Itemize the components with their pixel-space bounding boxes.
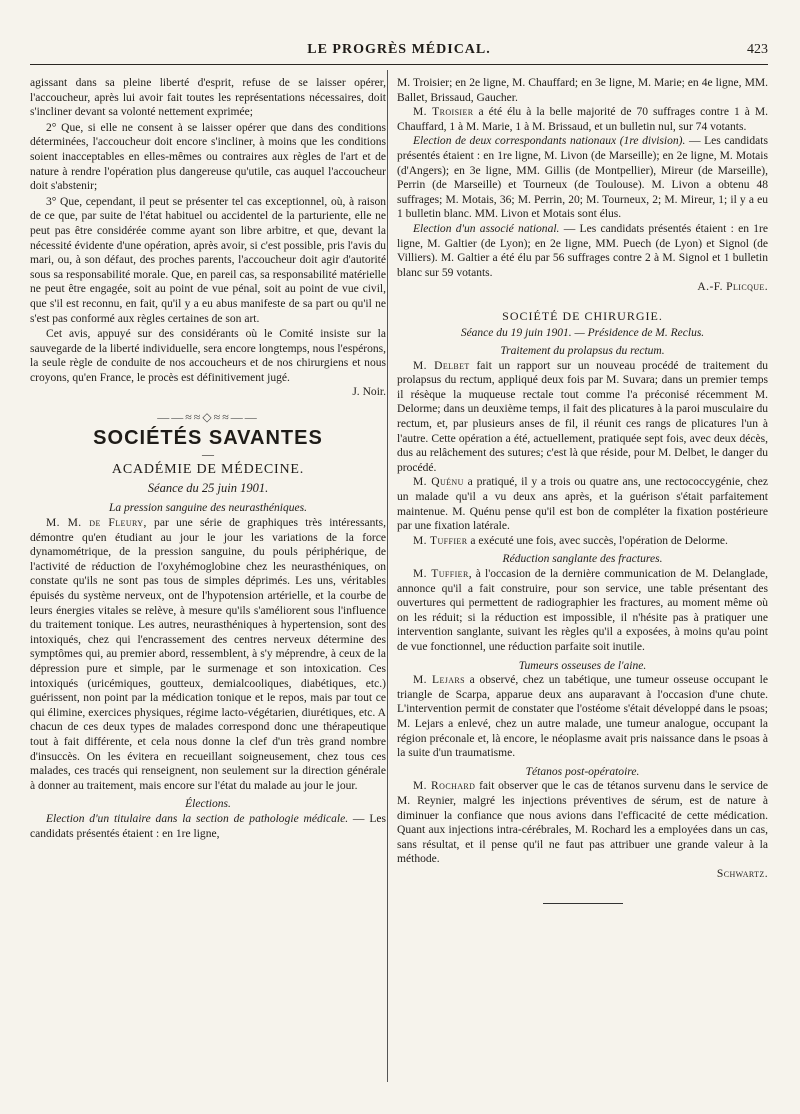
left-column	[30, 76, 386, 841]
speaker-name: M. Delbet	[413, 359, 470, 372]
society-heading: SOCIÉTÉ DE CHIRURGIE.	[502, 308, 663, 323]
paragraph: Cet avis, appuyé sur des considérants où le Comité insiste sur la sauvegarde de la liberté individuelle, sera encore longtemps, nous l'espérons, la seule règle de conduite de nos accoucheurs et de nos chirurgiens et nous croyons, qu'en France, le procès est définitivement jugé.	[30, 328, 386, 384]
page-number: 423	[747, 42, 768, 57]
paragraph-text: fait observer que le cas de tétanos survenu dans le service de M. Reynier, malgré les injections préventives de sérum, est de nature à diminuer la confiance que nous avions dans l'efficacité de cette médication. Quant aux injections intra-cérébrales, M. Rochard les a employées dans un cas, sans résultat, et il pense qu'il ne faut pas attribuer une grande valeur à la méthode.	[397, 780, 768, 866]
page-header	[30, 42, 768, 65]
speaker-name: M. M. de Fleury,	[46, 517, 147, 530]
election-lead: Election de deux correspondants nationaux (1re division).	[413, 135, 686, 148]
topic-heading: Réduction sanglante des fractures.	[502, 553, 663, 566]
paragraph: 2° Que, si elle ne consent à se laisser opérer que dans des conditions déterminées, l'accoucheur doit encore s'incliner, à moins que les conditions soient inacceptables en elles-mêmes ou contraires aux règles de l'art et de nature à rendre l'opération plus dangereuse qu'utile, cas auquel l'accoucheur doit s'abstenir;	[30, 121, 386, 193]
title-dash: —	[202, 447, 214, 462]
column-divider	[387, 70, 388, 1082]
session-date-text: Séance du 25 juin 1901.	[147, 480, 269, 495]
paragraph-text: a pratiqué, il y a trois ou quatre ans, une rectococcygénie, chez un malade qu'il a vu deux ans après, et la guérison s'était parfaitement maintenue. M. Quénu pense qu'il est bon de compléter la fixation postérieure par une fixation latérale.	[397, 476, 768, 533]
speaker-name: M. Rochard	[413, 780, 476, 793]
paragraph	[397, 359, 768, 476]
paragraph-text: par une série de graphiques très intéressants, démontre qu'en étudiant au jour le jour les variations de la force dynamométrique, de la pression sanguine, du pouls périphérique, de l'activité de réduction de l'oxyhémoglobine chez les neurasthéniques, on constate qu'ils ne sont pas tous de simples déprimés. Les uns, véritables épuisés du système nerveux, ont de l'hypotension artérielle, et la courbe de leurs énergies vitales se relève, à mesure qu'ils s'améliorent sous l'influence du traitement tonique. Les autres, neurasthéniques à hypertension, sont des intoxiqués, chez qui l'encrassement des centres nerveux détermine des symptômes qui, au premier abord, ressemblent, à s'y méprendre, à ceux de la dépression pure et simple, par le surmenage et son intoxication. Ces intoxiqués (uricémiques, goutteux, demialcooliques, diabétiques, etc.) guérissent, non point par la médication tonique et le repos, mais par tout ce qui élimine, exercices physiques, régime lacto-végétarien, diurétiques, etc. A chacun de ces deux types de malades correspond donc une thérapeutique tout à fait différente, et cela nous donne la clef d'un très grand nombre d'insuccès. On les évitera en recueillant soigneusement, chez tous ces malades, ces tracés qui renseignent, non seulement sur la direction générale à donner au traitement, mais encore sur l'état du malade au jour le jour.	[30, 517, 386, 792]
author-signature	[397, 867, 768, 882]
right-column	[397, 76, 768, 904]
paragraph: agissant dans sa pleine liberté d'esprit, refuse de se laisser opérer, l'accoucheur, après lui avoir fait toutes les représentations nécessaires, doit s'incliner devant sa volonté nettement exprimée;	[30, 77, 386, 119]
topic-heading: Tétanos post-opératoire.	[525, 765, 640, 778]
paragraph: M. Troisier; en 2e ligne, M. Chauffard; en 3e ligne, M. Marie; en 4e ligne, MM. Ballet, Brissaud, Gaucher.	[397, 77, 768, 104]
paragraph	[397, 673, 768, 761]
paragraph-text: a observé, chez un tabétique, une tumeur osseuse occupant le triangle de Scarpa, apparue deux ans auparavant à l'occasion d'une chute. L'intervention permit de constater que l'ostéome s'était développé dans le psoas; M. Lejars a enlevé, chez un autre malade, une tumeur analogue, occupant la région préconale et, là encore, le néoplasme avait pris naissance dans le psoas à la suite d'un traumatisme.	[397, 674, 769, 760]
signature-text: Schwartz.	[716, 867, 768, 880]
election-lead: Election d'un titulaire dans la section de pathologie médicale.	[46, 812, 349, 825]
end-rule	[543, 903, 623, 904]
session-date	[397, 326, 768, 341]
speaker-name: M. Quénu	[413, 476, 464, 489]
paragraph	[397, 222, 768, 280]
section-title: SOCIÉTÉS SAVANTES	[93, 426, 323, 449]
speaker-name: M. Tuffier	[413, 568, 469, 580]
paragraph-text: fait un rapport sur un nouveau procédé de traitement du prolapsus du rectum, appliqué deux fois par M. Suvara; dans un premier temps il résèque la muqueuse rectale tout comme l'a préconisé récemment M. Delorme; dans un deuxième temps, il fait des plicatures à la paroi musculaire du rectum, et, par plusieurs anses de fil, il réunit ces rangs de plicatures l'un à l'autre. Cette opération a été, actuellement, pratiquée sept fois, avec deux décès, dus au relâchement des sutures; c'est là que réside, pour M. Delbet, le danger du procédé.	[397, 359, 768, 474]
speaker-name: M. Troisier	[413, 106, 474, 119]
paragraph	[30, 516, 386, 793]
author-signature	[397, 280, 768, 295]
session-date-text: Séance du 19 juin 1901. — Présidence de M. Reclus.	[460, 326, 705, 339]
speaker-name: M. Lejars	[413, 674, 466, 687]
ornament-divider: ——≈≈◇≈≈——	[157, 410, 259, 425]
topic-heading: Tumeurs osseuses de l'aine.	[518, 659, 647, 672]
paragraph: 3° Que, cependant, il peut se présenter tel cas exceptionnel, où, à raison de ce que, par suite de l'état habituel ou accidentel de la parturiente, elle ne peut pas être considérée comme ayant son libre arbitre, et que, devant la nécessité évidente d'une opération, après avoir, si c'est possible, pris l'avis du mari, ou, à son défaut, des proches parents, l'accoucheur doit agir d'autorité sous sa responsabilité morale. Que, en pareil cas, sa responsabilité matérielle ne peut être engagée, soit au point de vue pénal, soit au point de vue civil, que s'il est reconnu, en fait, qu'il y a eu abus manifeste de sa part ou qu'il ne s'est pas conformé aux règles certaines de son art.	[30, 195, 386, 325]
paragraph	[397, 567, 768, 655]
paragraph	[397, 779, 768, 867]
elections-heading: Élections.	[185, 798, 231, 811]
election-lead: Election d'un associé national.	[413, 222, 560, 235]
session-date	[30, 481, 386, 496]
paragraph-text: — Les candidats présentés étaient : en 1re ligne, M. Galtier (de Lyon); en 2e ligne, MM. Puech (de Lyon) et Signol (de Villiers). M. Galtier a été élu par 56 suffrages contre 2 à M. Signol et 1 bulletin blanc sur 59 votants.	[397, 222, 768, 279]
topic-heading: Traitement du prolapsus du rectum.	[500, 345, 665, 358]
speaker-name: M. Tuffier	[413, 534, 468, 547]
paragraph	[30, 812, 386, 841]
paragraph-text: , à l'occasion de la dernière communication de M. Delanglade, annonce qu'il a fait construire, pour son service, une table présentant des ouvertures qui permettent de radiographier les fractures, au moment même où on les réduit; si la réduction est impossible, il n'hésite pas à pratiquer une intervention sanglante, suivant les règles qu'il a exposées, à moins qu'au point de vue fonctionnel, une réduction parfaite soit inutile.	[397, 568, 768, 653]
running-title: LE PROGRÈS MÉDICAL.	[307, 42, 491, 57]
paragraph	[397, 134, 768, 222]
paragraph-text: a été élu à la belle majorité de 70 suffrages contre 1 à M. Chauffard, 1 à M. Marie, 1 à M. Brissaud, et un bulletin nul, sur 74 votants.	[397, 106, 768, 133]
paragraph-text: a exécuté une fois, avec succès, l'opération de Delorme.	[467, 534, 728, 547]
paragraph-text: — Les candidats présentés étaient : en 1re ligne, M. Livon (de Marseille); en 2e ligne, M. Motais (d'Angers); en 3e ligne, MM. Gillis (de Montpellier), Mireur (de Marseille), Perrin (de Marseille) et Tourneux (de Toulouse). M. Livon a obtenu 48 suffrages; M. Motais, 36; M. Perrin, 20; M. Tourneux, 2; M. Mireur, 1; il y a eu 1 bulletin blanc. MM. Livon et Motais sont élus.	[397, 135, 768, 221]
paragraph	[397, 475, 768, 533]
paragraph-text: — Les candidats présentés étaient : en 1re ligne,	[30, 812, 386, 840]
signature-text: A.-F. Plicque.	[697, 281, 768, 294]
academy-heading: ACADÉMIE DE MÉDECINE.	[111, 462, 305, 478]
topic-heading: La pression sanguine des neurasthéniques.	[108, 502, 308, 515]
paragraph	[397, 105, 768, 134]
paragraph	[397, 534, 768, 549]
author-signature: J. Noir.	[352, 386, 386, 399]
